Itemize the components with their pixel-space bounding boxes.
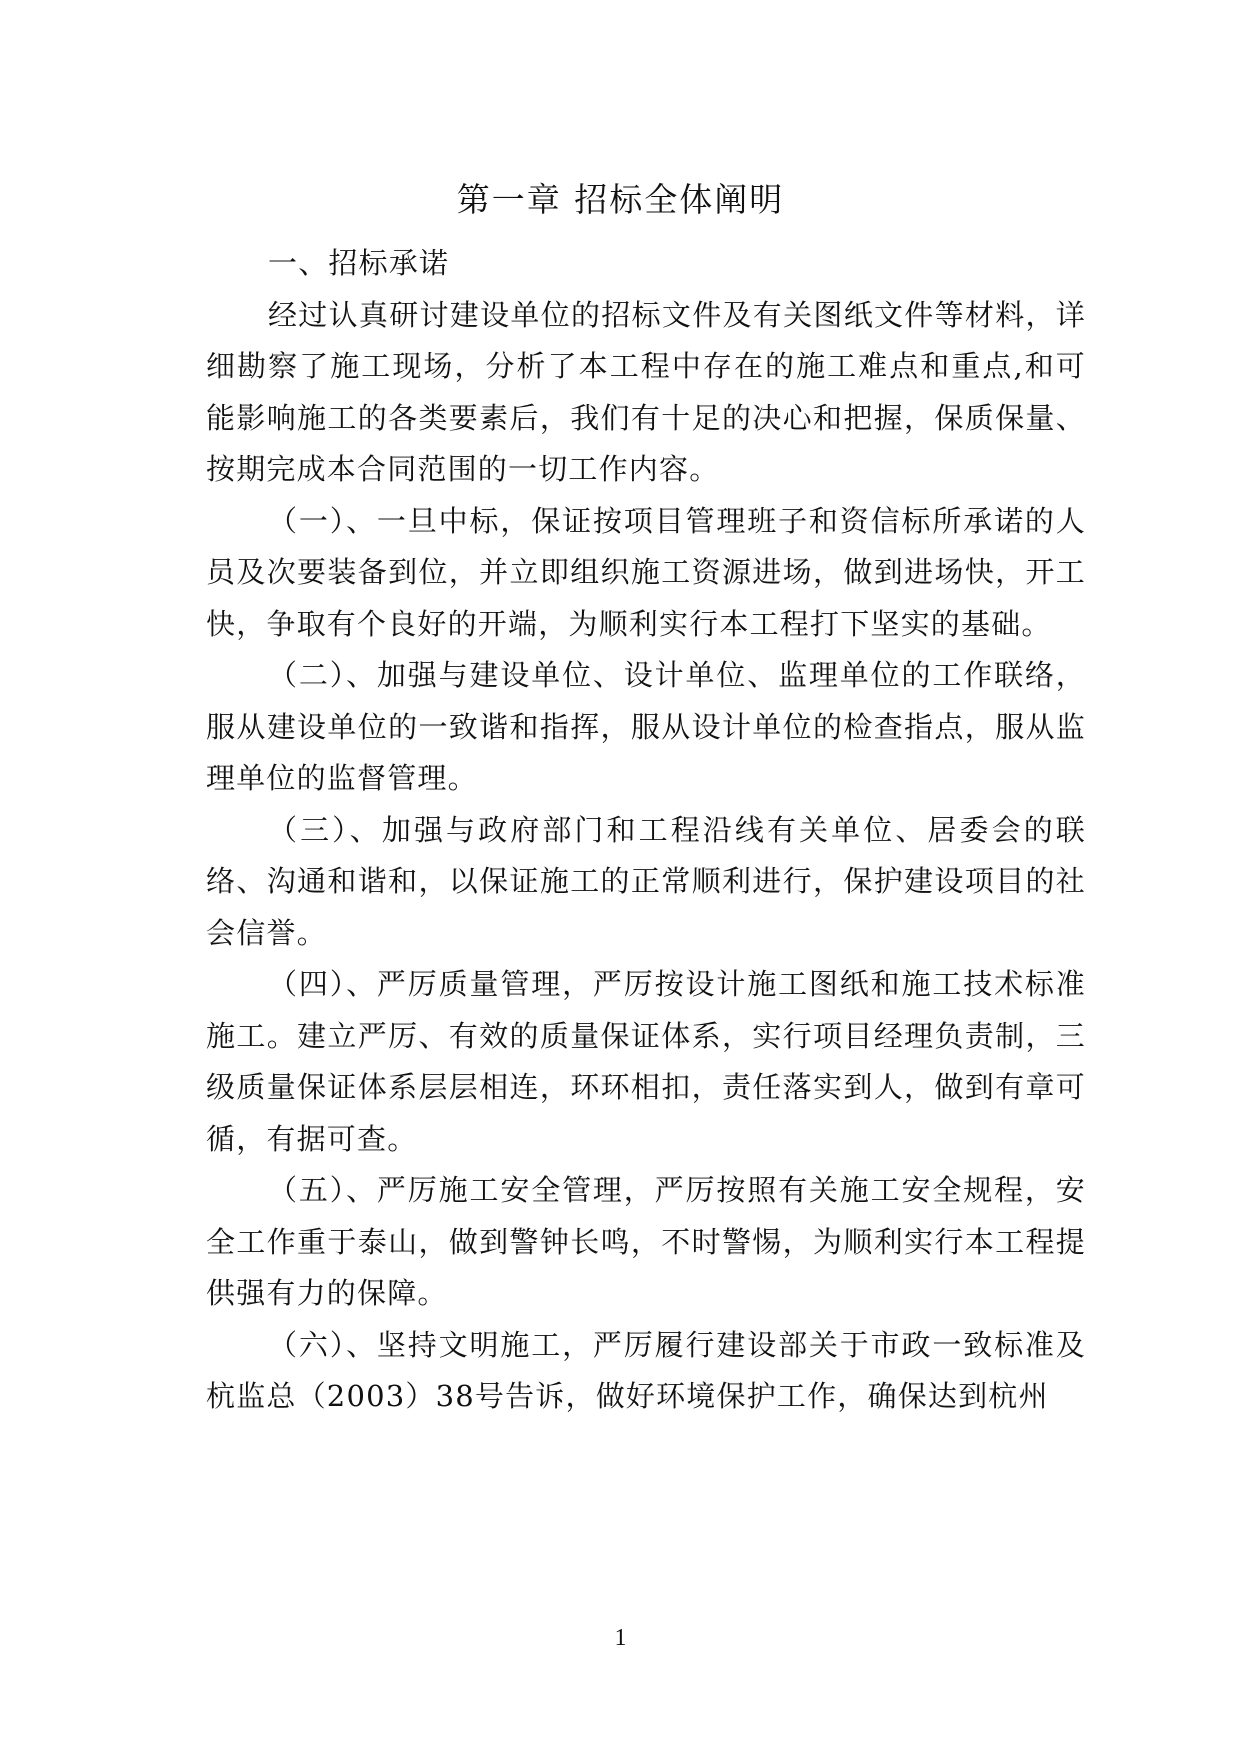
paragraph-item-6: （六）、坚持文明施工，严厉履行建设部关于市政一致标准及杭监总（2003）38号告诉，做好环境保护工作，确保达到杭州 [206,1327,1086,1413]
paragraph-item-1: （一）、一旦中标，保证按项目管理班子和资信标所承诺的人员及次要装备到位，并立即组织施工资源进场，做到进场快，开工快，争取有个良好的开端，为顺利实行本工程打下坚实的基础。 [206,503,1086,641]
paragraph-item-5: （五）、严厉施工安全管理，严厉按照有关施工安全规程，安全工作重于泰山，做到警钟长鸣，不时警惕，为顺利实行本工程提供强有力的保障。 [206,1173,1086,1310]
document-body [206,238,1086,1423]
paragraph-item-2: （二）、加强与建设单位、设计单位、监理单位的工作联络，服从建设单位的一致谐和指挥，服从设计单位的检查指点，服从监理单位的监督管理。 [206,658,1086,795]
paragraph-item-3: （三）、加强与政府部门和工程沿线有关单位、居委会的联络、沟通和谐和，以保证施工的正常顺利进行，保护建设项目的社会信誉。 [206,812,1086,950]
paragraph-intro: 经过认真研讨建设单位的招标文件及有关图纸文件等材料，详细勘察了施工现场，分析了本工程中存在的施工难点和重点,和可能影响施工的各类要素后，我们有十足的决心和把握，保质保量、按期完成本合同范围的一切工作内容。 [206,297,1086,486]
page-number: 1 [614,1625,627,1651]
paragraph-item-4: （四）、严厉质量管理，严厉按设计施工图纸和施工技术标准施工。建立严厉、有效的质量保证体系，实行项目经理负责制，三级质量保证体系层层相连，环环相扣，责任落实到人，做到有章可循，有据可查。 [206,967,1086,1156]
section-heading: 一、招标承诺 [268,246,450,280]
page-title: 第一章 招标全体阐明 [456,180,785,219]
